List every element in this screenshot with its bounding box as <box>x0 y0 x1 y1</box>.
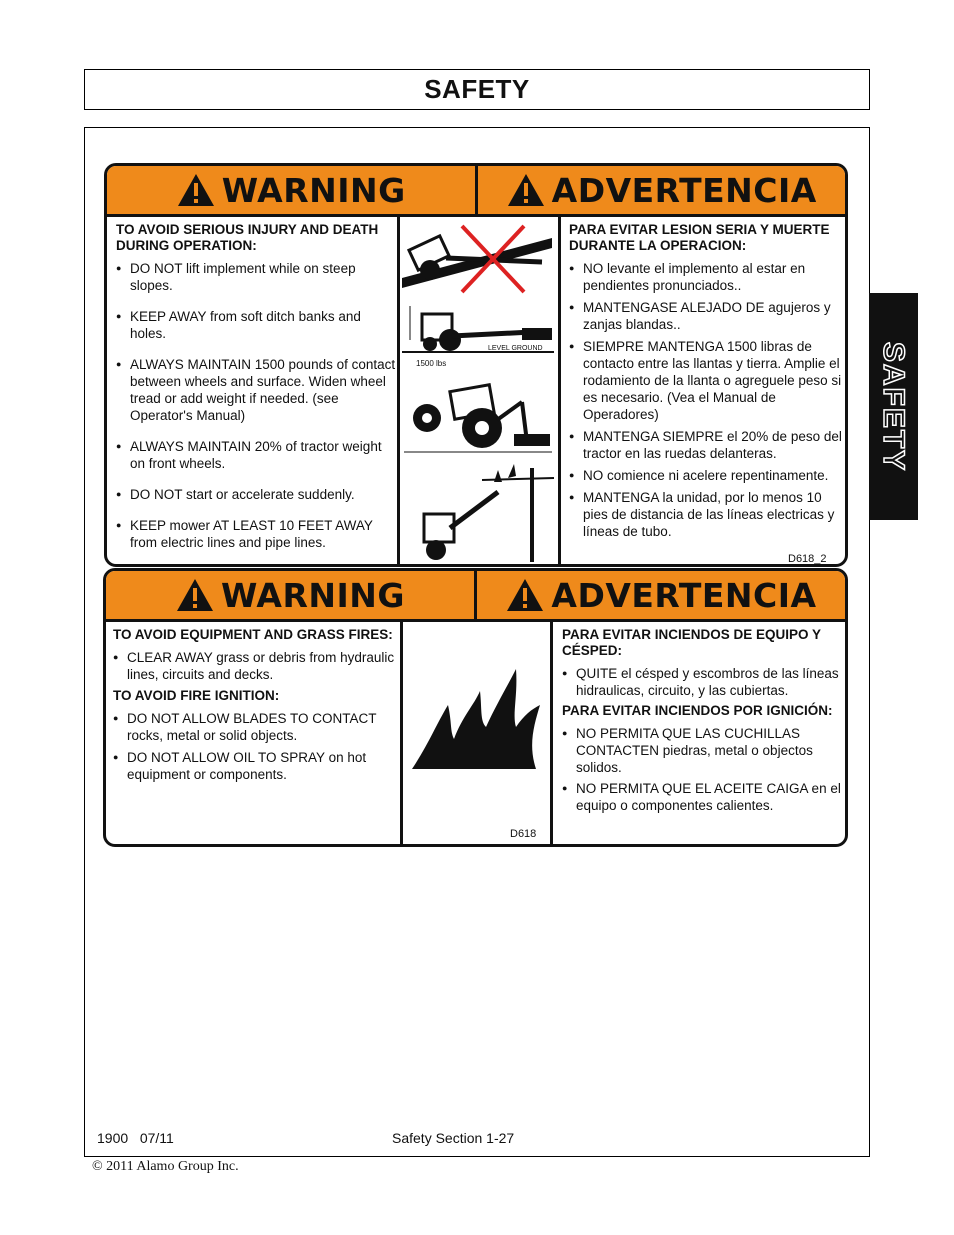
weight-label: 1500 lbs <box>416 359 447 368</box>
page-header <box>84 69 870 110</box>
list-item: ● ALWAYS MAINTAIN 20% of tractor weight on front wheels. <box>116 438 396 472</box>
power-line-pictogram <box>402 458 554 564</box>
side-tab-label: SAFETY <box>877 341 911 472</box>
signal-word-warning: WARNING <box>221 575 405 615</box>
decal-2-header <box>106 571 845 622</box>
list-item: ● MANTENGA SIEMPRE el 20% de peso del tractor en las ruedas delanteras. <box>569 428 843 462</box>
decal-1-en-heading: TO AVOID SERIOUS INJURY AND DEATH DURING OPERATION: <box>116 222 379 253</box>
footer-model-date: 1900 07/11 <box>97 1130 174 1146</box>
warning-triangle-icon <box>175 577 215 613</box>
warning-triangle-icon <box>506 172 546 208</box>
ground-label: LEVEL GROUND <box>488 345 543 352</box>
list-item: ● NO comience ni acelere repentinamente. <box>569 467 843 484</box>
decal-1-spanish <box>569 222 843 549</box>
warning-decal-1 <box>104 163 848 567</box>
list-item: ● QUITE el césped y escombros de las líneas hidraulicas, circuito, y las cubiertas. <box>562 665 844 699</box>
list-item: ● NO levante el implemento al estar en pendientes pronunciados.. <box>569 260 843 294</box>
footer-section: Safety Section 1-27 <box>392 1130 515 1146</box>
list-item: ● KEEP AWAY from soft ditch banks and holes. <box>116 308 396 342</box>
decal-2-english <box>113 627 395 792</box>
list-item: ● MANTENGASE ALEJADO DE agujeros y zanjas blandas.. <box>569 299 843 333</box>
copyright: © 2011 Alamo Group Inc. <box>92 1159 239 1174</box>
list-item: ● DO NOT lift implement while on steep slopes. <box>116 260 396 294</box>
decal-1-english <box>116 222 396 560</box>
list-item: ● DO NOT ALLOW OIL TO SPRAY on hot equipment or components. <box>113 749 395 783</box>
warning-triangle-icon <box>505 577 545 613</box>
warning-decal-2 <box>103 568 848 847</box>
fire-icon <box>408 665 548 775</box>
list-item: ● KEEP mower AT LEAST 10 FEET AWAY from electric lines and pipe lines. <box>116 517 396 551</box>
side-tab <box>869 293 918 520</box>
front-weight-pictogram <box>402 372 554 454</box>
list-item: ● ALWAYS MAINTAIN 1500 pounds of contact between wheels and surface. Widen wheel tread or add weight if needed. (see Operator's Manual) <box>116 356 396 424</box>
decal-1-code: D618_2 <box>788 553 827 565</box>
list-item: ● NO PERMITA QUE EL ACEITE CAIGA en el equipo o componentes calientes. <box>562 780 844 814</box>
list-item: ● DO NOT ALLOW BLADES TO CONTACT rocks, metal or solid objects. <box>113 710 395 744</box>
decal-2-en-heading-1: TO AVOID EQUIPMENT AND GRASS FIRES: <box>113 627 393 642</box>
list-item: ● CLEAR AWAY grass or debris from hydraulic lines, circuits and decks. <box>113 649 395 683</box>
level-ground-pictogram <box>402 300 554 370</box>
list-item: ● MANTENGA la unidad, por lo menos 10 pies de distancia de las líneas electricas y líneas de tubo. <box>569 489 843 540</box>
signal-word-advertencia: ADVERTENCIA <box>551 170 817 210</box>
signal-word-advertencia: ADVERTENCIA <box>551 575 817 615</box>
tipover-pictogram <box>402 218 554 298</box>
decal-1-header <box>107 166 845 217</box>
decal-2-es-heading-2: PARA EVITAR INCIENDOS POR IGNICIÓN: <box>562 703 833 718</box>
signal-word-warning: WARNING <box>221 170 406 210</box>
warning-triangle-icon <box>176 172 216 208</box>
decal-1-es-heading: PARA EVITAR LESION SERIA Y MUERTE DURANTE LA OPERACION: <box>569 222 830 253</box>
decal-2-spanish <box>562 627 844 823</box>
list-item: ● NO PERMITA QUE LAS CUCHILLAS CONTACTEN piedras, metal o objectos solidos. <box>562 725 844 776</box>
list-item: ● DO NOT start or accelerate suddenly. <box>116 486 396 503</box>
decal-2-code: D618 <box>510 828 537 840</box>
page-title: SAFETY <box>424 74 530 104</box>
decal-2-es-heading-1: PARA EVITAR INCIENDOS DE EQUIPO Y CÉSPED: <box>562 627 821 658</box>
list-item: ● SIEMPRE MANTENGA 1500 libras de contacto entre las llantas y tierra. Amplie el rodamiento de la llanta o agreguele peso si es necesario. (Vea el Manual de Operadores) <box>569 338 843 423</box>
decal-2-en-heading-2: TO AVOID FIRE IGNITION: <box>113 688 280 703</box>
